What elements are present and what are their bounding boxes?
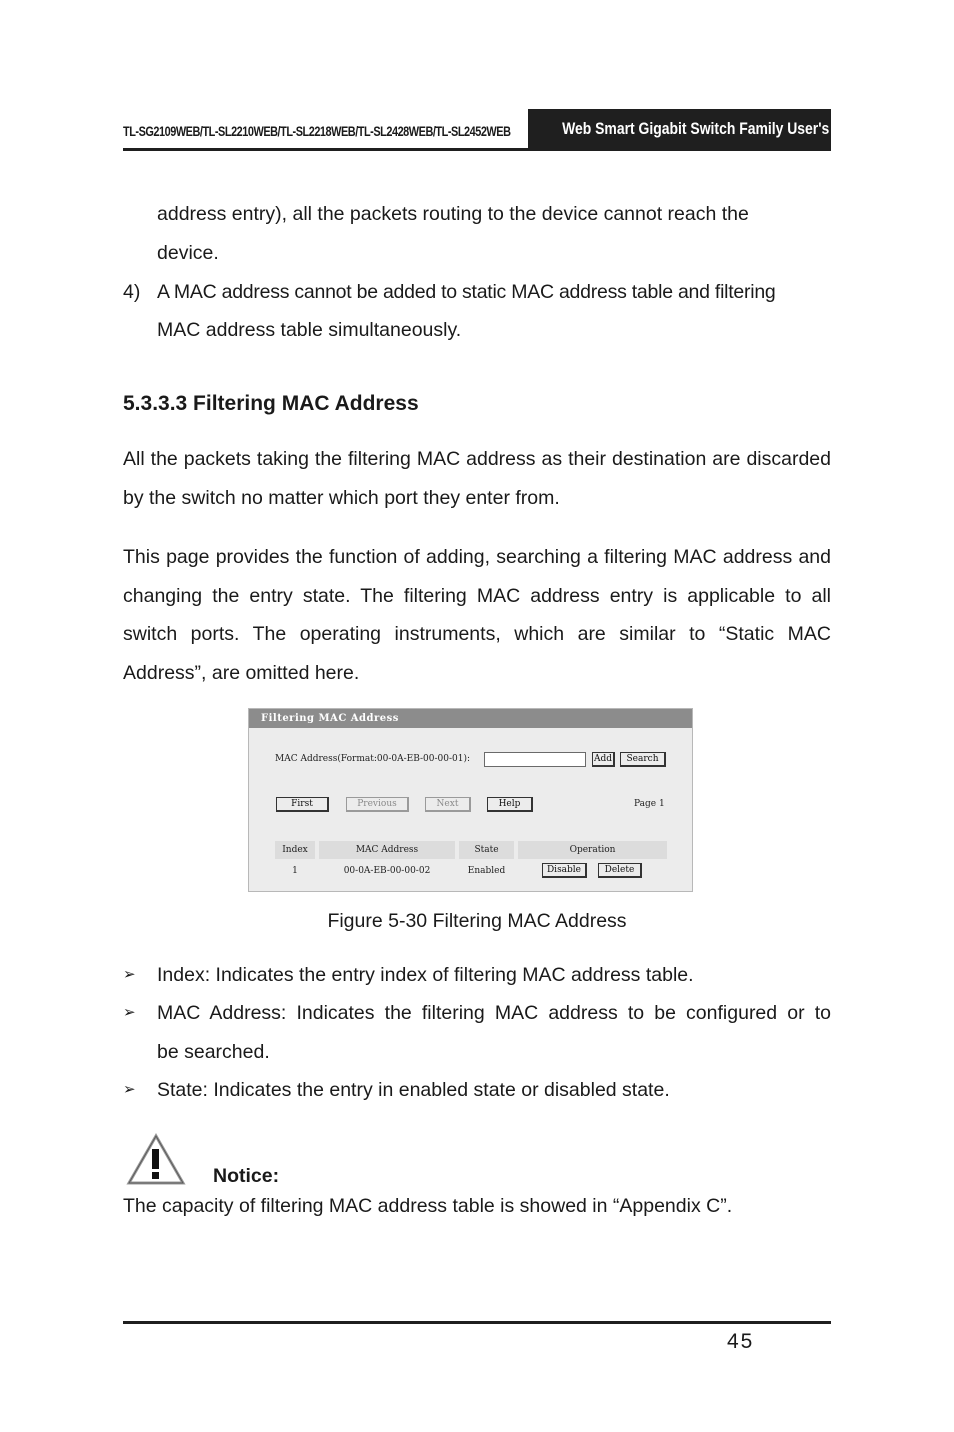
add-button[interactable]: Add — [592, 752, 615, 767]
bullet-mac-address-line-2: be searched. — [157, 1041, 270, 1063]
item-4-line-1: A MAC address cannot be added to static MAC address table and filtering — [157, 281, 776, 303]
bullet-marker: ➢ — [123, 1081, 136, 1098]
search-button[interactable]: Search — [620, 752, 666, 767]
warning-icon — [125, 1133, 187, 1192]
previous-button[interactable]: Previous — [346, 797, 409, 812]
header-models: TL-SG2109WEB/TL-SL2210WEB/TL-SL2218WEB/TL-SL2428WEB/TL-SL2452WEB — [123, 123, 511, 139]
section-heading: 5.3.3.3 Filtering MAC Address — [123, 392, 419, 415]
paragraph-1: All the packets taking the filtering MAC address as their destination are discarded by the switch no matter which port they enter from. — [123, 448, 831, 509]
bullet-state: State: Indicates the entry in enabled state or disabled state. — [157, 1079, 670, 1101]
column-header-index: Index — [275, 841, 315, 859]
continuation-line-1: address entry), all the packets routing to the device cannot reach the — [157, 203, 749, 225]
item-4-number: 4) — [123, 281, 141, 303]
figure-caption: Figure 5-30 Filtering MAC Address — [327, 910, 627, 932]
bullet-marker: ➢ — [123, 966, 136, 983]
page-number: 45 — [727, 1330, 755, 1353]
disable-button[interactable]: Disable — [542, 863, 587, 878]
bullet-mac-address-line-1: MAC Address: Indicates the filtering MAC address to be configured or to — [157, 1002, 831, 1024]
column-header-mac-address: MAC Address — [319, 841, 455, 859]
first-button[interactable]: First — [276, 797, 329, 812]
continuation-line-2: device. — [157, 242, 219, 264]
panel-title: Filtering MAC Address — [249, 709, 692, 728]
help-button[interactable]: Help — [487, 797, 533, 812]
column-header-state: State — [459, 841, 514, 859]
filtering-mac-panel — [248, 708, 693, 892]
header-rule — [123, 148, 831, 151]
bullet-index: Index: Indicates the entry index of filtering MAC address table. — [157, 964, 694, 986]
paragraph-2: This page provides the function of adding, searching a filtering MAC address and changing the entry state. The filtering MAC address entry is applicable to all switch ports. The operating instruments, which are similar to “Static MAC Address”, are omitted here. — [123, 546, 831, 684]
header-guide-title: Web Smart Gigabit Switch Family User's Guide — [528, 109, 831, 149]
item-4-line-2: MAC address table simultaneously. — [157, 319, 462, 341]
notice-text: The capacity of filtering MAC address table is showed in “Appendix C”. — [123, 1195, 733, 1217]
mac-address-input[interactable] — [484, 752, 586, 767]
mac-address-label: MAC Address(Format:00-0A-EB-00-00-01): — [275, 754, 471, 764]
table-cell-state: Enabled — [467, 866, 506, 876]
footer-rule — [123, 1321, 831, 1324]
column-header-operation: Operation — [518, 841, 667, 859]
delete-button[interactable]: Delete — [598, 863, 642, 878]
notice-label: Notice: — [213, 1165, 280, 1187]
next-button[interactable]: Next — [425, 797, 471, 812]
bullet-marker: ➢ — [123, 1004, 136, 1021]
page-indicator: Page 1 — [634, 799, 665, 809]
table-cell-mac: 00-0A-EB-00-00-02 — [343, 866, 431, 876]
table-cell-index: 1 — [292, 866, 298, 876]
